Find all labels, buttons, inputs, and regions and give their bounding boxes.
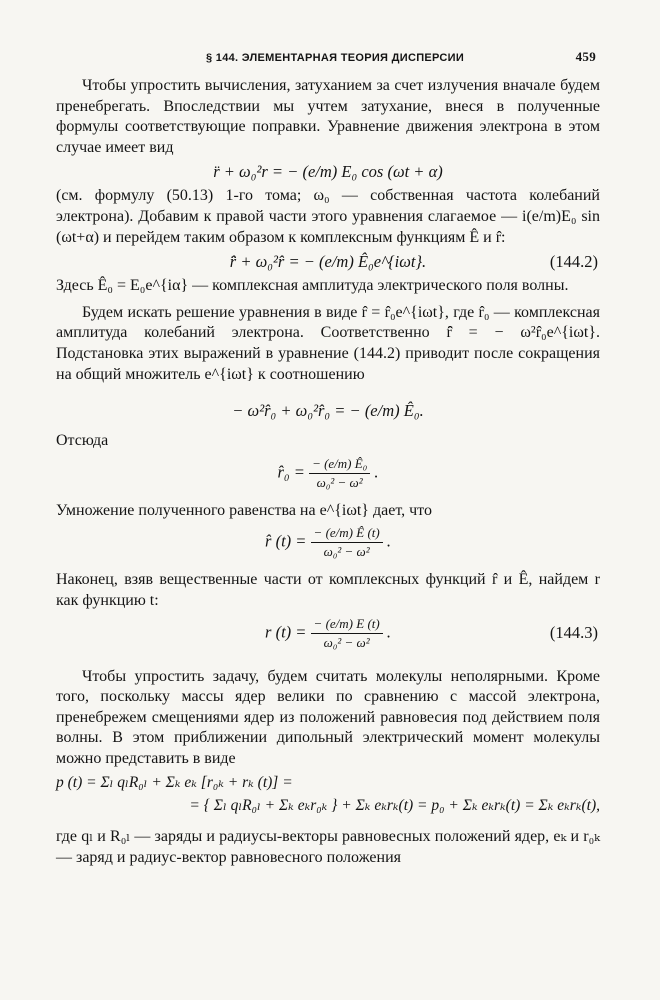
page-number: 459 [575, 49, 596, 64]
section-title: § 144. ЭЛЕМЕНТАРНАЯ ТЕОРИЯ ДИСПЕРСИИ [206, 52, 465, 64]
equation-dipole-line1 [56, 773, 600, 792]
paragraph-7: Наконец, взяв вещественные части от комплексных функций r̂ и Ê, найдем r как функцию t: [56, 571, 600, 609]
equation-dipole-line2 [56, 796, 600, 815]
equation-r-complex-denominator: ω₀² − ω² [323, 544, 370, 560]
equation-r0-numerator: − (e/m) Ê₀ [309, 456, 370, 474]
equation-144-3-lhs: r (t) = [265, 621, 307, 641]
paragraph-3: Здесь Ê₀ = E₀e^{iα} — комплексная амплитуда электрического поля волны. [56, 277, 569, 295]
equation-r0-denominator: ω₀² − ω² [316, 474, 363, 490]
equation-144-3-denominator: ω₀² − ω² [323, 634, 370, 650]
paragraph-9: где qₗ и R₀ₗ — заряды и радиусы-векторы равновесных положений ядер, eₖ и r₀ₖ — заряд и радиус-вектор равновесного положения [56, 828, 600, 867]
equation-144-2 [56, 252, 600, 272]
equation-144-3-fraction [311, 616, 383, 651]
equation-dipole-line1-text: p (t) = Σₗ qₗR₀ₗ + Σₖ eₖ [r₀ₖ + rₖ (t)] = [56, 774, 293, 792]
equation-r0-lhs: r̂₀ = [277, 462, 305, 481]
equation-144-3 [56, 616, 600, 651]
running-header [56, 40, 600, 64]
equation-amplitude [56, 401, 600, 421]
equation-amplitude-text: − ω²r̂₀ + ω₀²r̂₀ = − (e/m) Ê₀. [232, 401, 424, 421]
paragraph-6: Умножение полученного равенства на e^{iωt} дает, что [56, 501, 432, 519]
equation-r-complex-tail: . [386, 531, 391, 551]
equation-motion [56, 162, 600, 182]
equation-144-3-numerator: − (e/m) E (t) [311, 616, 383, 634]
equation-144-3-number: (144.3) [549, 623, 598, 642]
paragraph-8: Чтобы упростить задачу, будем считать молекулы неполярными. Кроме того, поскольку массы ядер велики по сравнению с массой электрона, пренебрежем смещениями ядер из положений равновесия под действием поля волны. В этом приближении дипольный электрический момент молекулы можно представить в виде [56, 667, 600, 767]
book-page [56, 40, 600, 869]
equation-144-2-text: r̂̈ + ω₀²r̂ = − (e/m) Ê₀e^{iωt}. [229, 252, 427, 272]
equation-144-3-tail: . [386, 621, 391, 641]
paragraph-5: Отсюда [56, 432, 109, 450]
equation-motion-text: r̈ + ω₀²r = − (e/m) E₀ cos (ωt + α) [213, 162, 443, 182]
paragraph-4: Будем искать решение уравнения в виде r̂ = r̂₀e^{iωt}, где r̂₀ — комплексная амплитуда колебаний электрона. Соответственно r̂̈ = − ω²r̂₀e^{iωt}. Подстановка этих выражений в уравнение (144.2) приводит после сокращения на общий множитель e^{iωt} к соотношению [56, 303, 600, 383]
equation-r0 [56, 456, 600, 491]
paragraph-2: (см. формулу (50.13) 1-го тома; ω₀ — собственная частота колебаний электрона). Добавим к правой части этого уравнения слагаемое — i(e/m)E₀ sin (ωt+α) и перейдем таким образом к комплексным функциям Ê и r̂: [56, 187, 600, 246]
equation-dipole-line2-text: = { Σₗ qₗR₀ₗ + Σₖ eₖr₀ₖ } + Σₖ eₖrₖ(t) = p₀ + Σₖ eₖrₖ(t) = Σₖ eₖrₖ(t), [189, 797, 600, 815]
equation-r-complex-numerator: − (e/m) Ê (t) [311, 525, 383, 543]
equation-r0-fraction [309, 456, 370, 491]
equation-r0-tail: . [374, 462, 379, 481]
equation-r-complex [56, 525, 600, 560]
paragraph-1: Чтобы упростить вычисления, затуханием за счет излучения вначале будем пренебрегать. Впоследствии мы учтем затухание, внеся в полученные формулы соответствующие поправки. Уравнение движения электрона в этом случае имеет вид [56, 77, 600, 156]
equation-r-complex-lhs: r̂ (t) = [265, 531, 307, 551]
equation-r-complex-fraction [311, 525, 383, 560]
equation-144-2-number: (144.2) [549, 252, 598, 272]
